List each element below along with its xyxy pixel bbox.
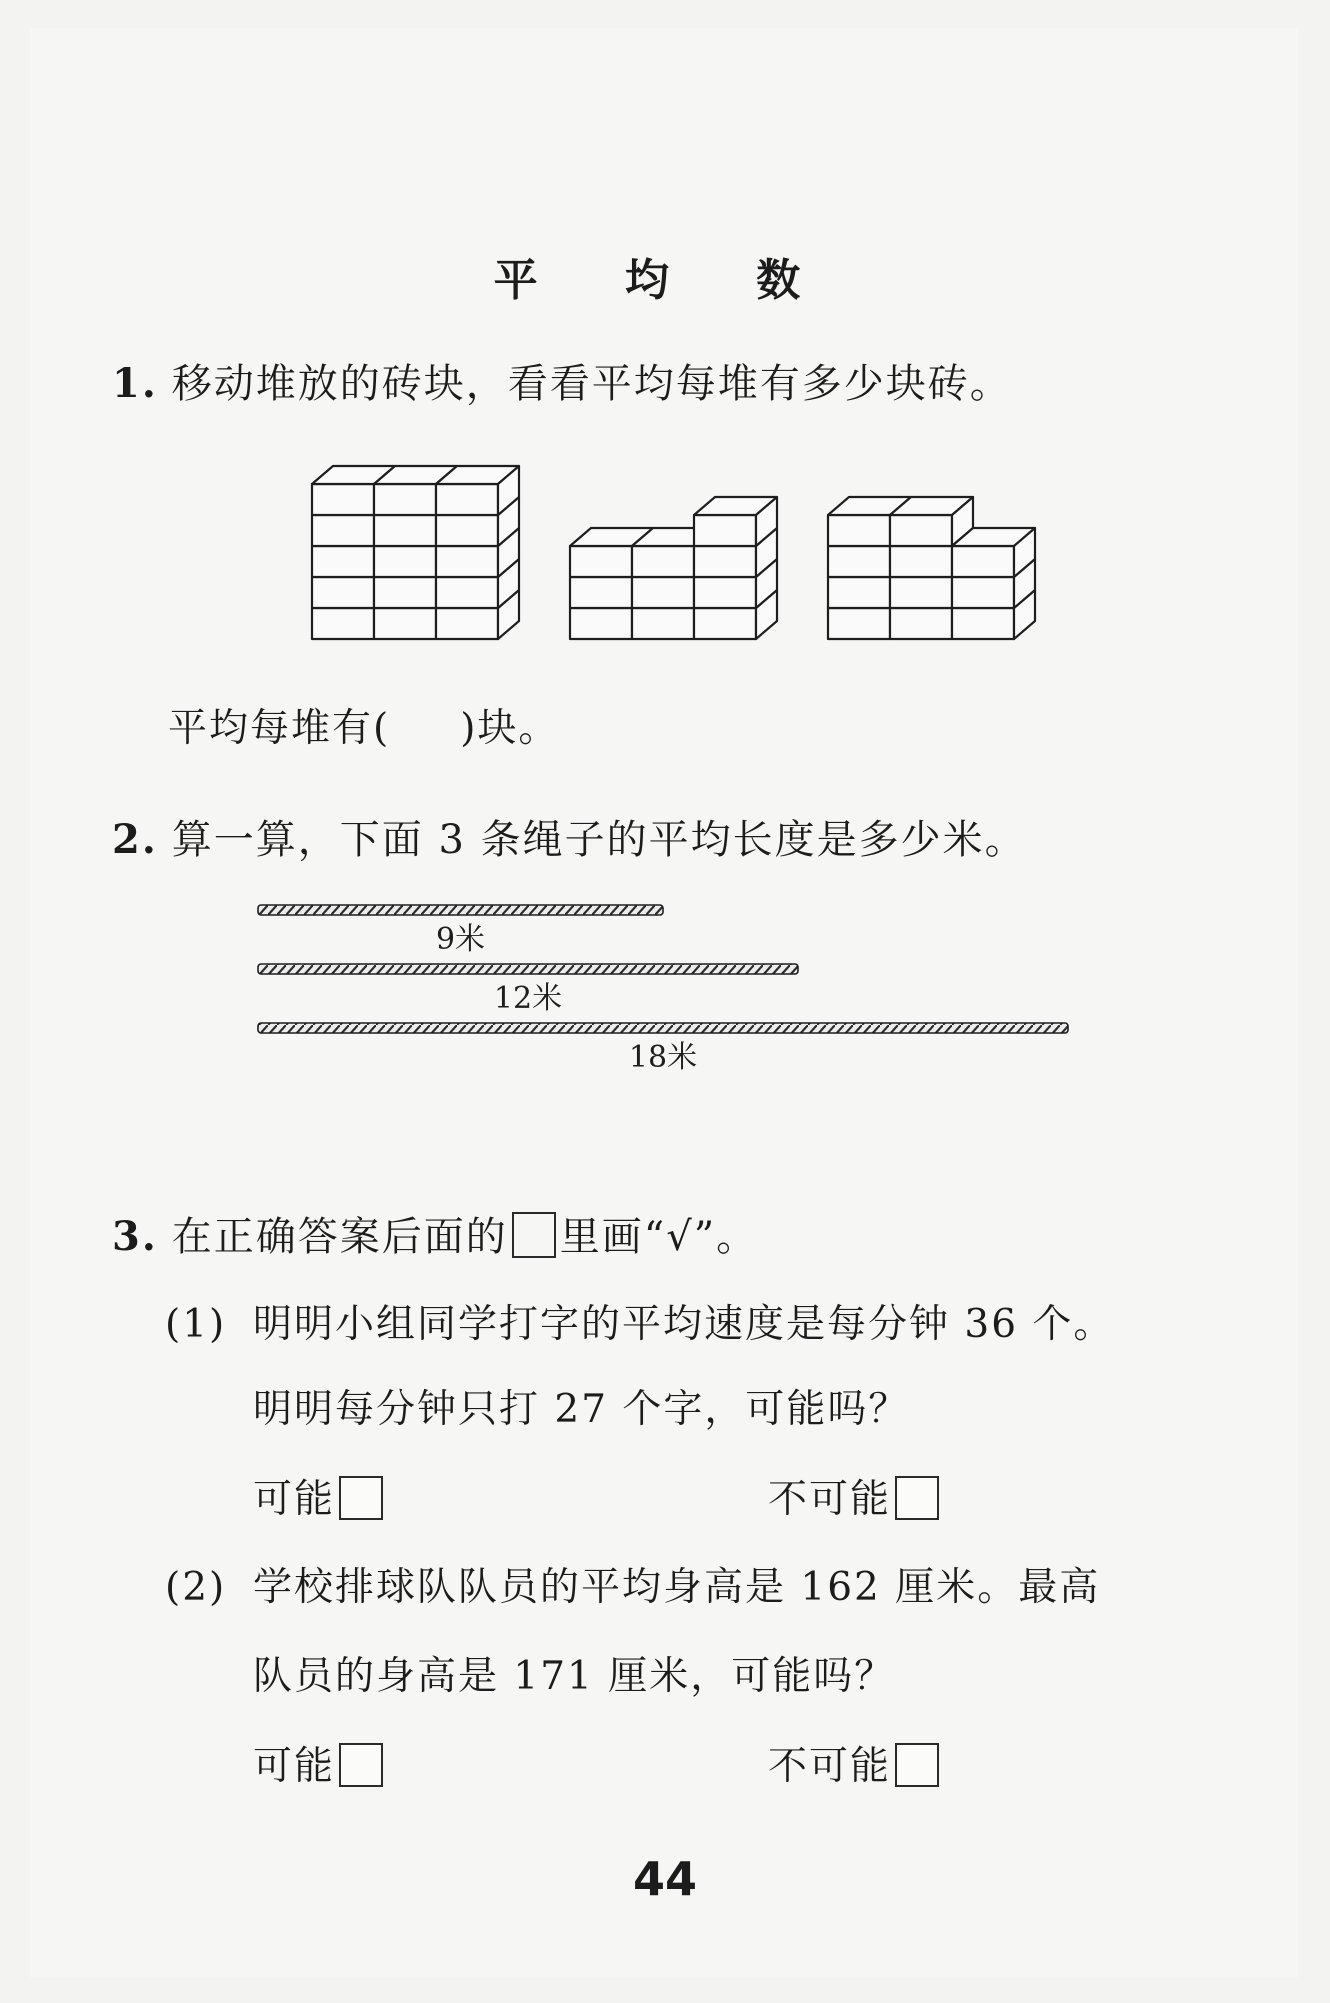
question-3-prompt-after: 里画“√”。 — [559, 1214, 759, 1260]
brick-stack — [570, 497, 777, 639]
brick-stacks-figure — [290, 455, 1070, 655]
brick — [890, 608, 952, 639]
brick — [570, 608, 632, 639]
question-3-prompt-before: 在正确答案后面的 — [171, 1214, 508, 1260]
question-3-2-line-2: 队员的身高是 171 厘米，可能吗？ — [253, 1654, 896, 1699]
answer-prefix: 平均每堆有( — [168, 706, 391, 751]
option-no-label: 不可能 — [768, 1744, 892, 1789]
question-3-number: 3. — [112, 1213, 158, 1260]
question-3-1-line-1 — [165, 1293, 1114, 1349]
question-3-2-option-no — [768, 1735, 939, 1791]
brick-stack — [828, 497, 1035, 639]
ropes — [258, 905, 1068, 1075]
brick — [374, 546, 436, 577]
option-yes-label: 可能 — [253, 1477, 336, 1522]
page-title: 平 均 数 — [493, 255, 837, 306]
rope-length-label: 9米 — [435, 922, 486, 957]
brick — [374, 608, 436, 639]
rope — [258, 964, 798, 1016]
question-3-1-option-no — [768, 1468, 939, 1524]
brick — [374, 577, 436, 608]
question-1-prompt: 移动堆放的砖块，看看平均每堆有多少块砖。 — [171, 361, 1012, 407]
brick-stack — [312, 466, 519, 639]
question-1-answer-line — [168, 697, 559, 753]
brick-stacks — [312, 466, 1035, 639]
question-3-1-line-2: 明明每分钟只打 27 个字，可能吗？ — [253, 1387, 910, 1432]
question-3-1-option-yes — [253, 1468, 383, 1524]
rope-length-label: 18米 — [628, 1040, 698, 1075]
question-2-prompt: 算一算，下面 3 条绳子的平均长度是多少米。 — [171, 817, 1027, 863]
brick — [890, 546, 952, 577]
option-yes-checkbox[interactable] — [339, 1743, 383, 1787]
answer-suffix: )块。 — [460, 706, 560, 751]
option-yes-label: 可能 — [253, 1744, 336, 1789]
page-number: 44 — [632, 1852, 697, 1906]
question-2-number: 2. — [112, 816, 158, 863]
brick — [632, 608, 694, 639]
brick — [828, 546, 890, 577]
brick — [828, 577, 890, 608]
question-3-1-index: (1) — [165, 1302, 227, 1347]
question-2 — [112, 808, 1027, 865]
rope — [258, 1023, 1068, 1075]
question-3 — [112, 1205, 758, 1263]
brick — [312, 546, 374, 577]
question-1-number: 1. — [112, 360, 158, 407]
brick — [312, 515, 374, 546]
brick — [374, 515, 436, 546]
brick — [828, 608, 890, 639]
question-1 — [112, 352, 1012, 409]
option-yes-checkbox[interactable] — [339, 1476, 383, 1520]
question-3-2-option-yes — [253, 1735, 383, 1791]
brick — [436, 466, 519, 515]
rope — [258, 905, 663, 957]
rope-length-label: 12米 — [493, 981, 563, 1016]
question-3-2-line-1 — [165, 1556, 1100, 1612]
ropes-figure — [250, 895, 1100, 1095]
option-no-checkbox[interactable] — [895, 1743, 939, 1787]
option-no-label: 不可能 — [768, 1477, 892, 1522]
brick — [570, 577, 632, 608]
brick — [312, 577, 374, 608]
question-3-2-index: (2) — [165, 1565, 227, 1610]
question-3-1-text-1: 明明小组同学打字的平均速度是每分钟 36 个。 — [253, 1302, 1115, 1347]
brick — [694, 497, 777, 546]
question-3-2-text-1: 学校排球队队员的平均身高是 162 厘米。最高 — [253, 1565, 1101, 1610]
brick — [632, 577, 694, 608]
example-checkbox — [512, 1212, 556, 1258]
brick — [312, 608, 374, 639]
option-no-checkbox[interactable] — [895, 1476, 939, 1520]
brick — [890, 577, 952, 608]
brick — [952, 528, 1035, 577]
